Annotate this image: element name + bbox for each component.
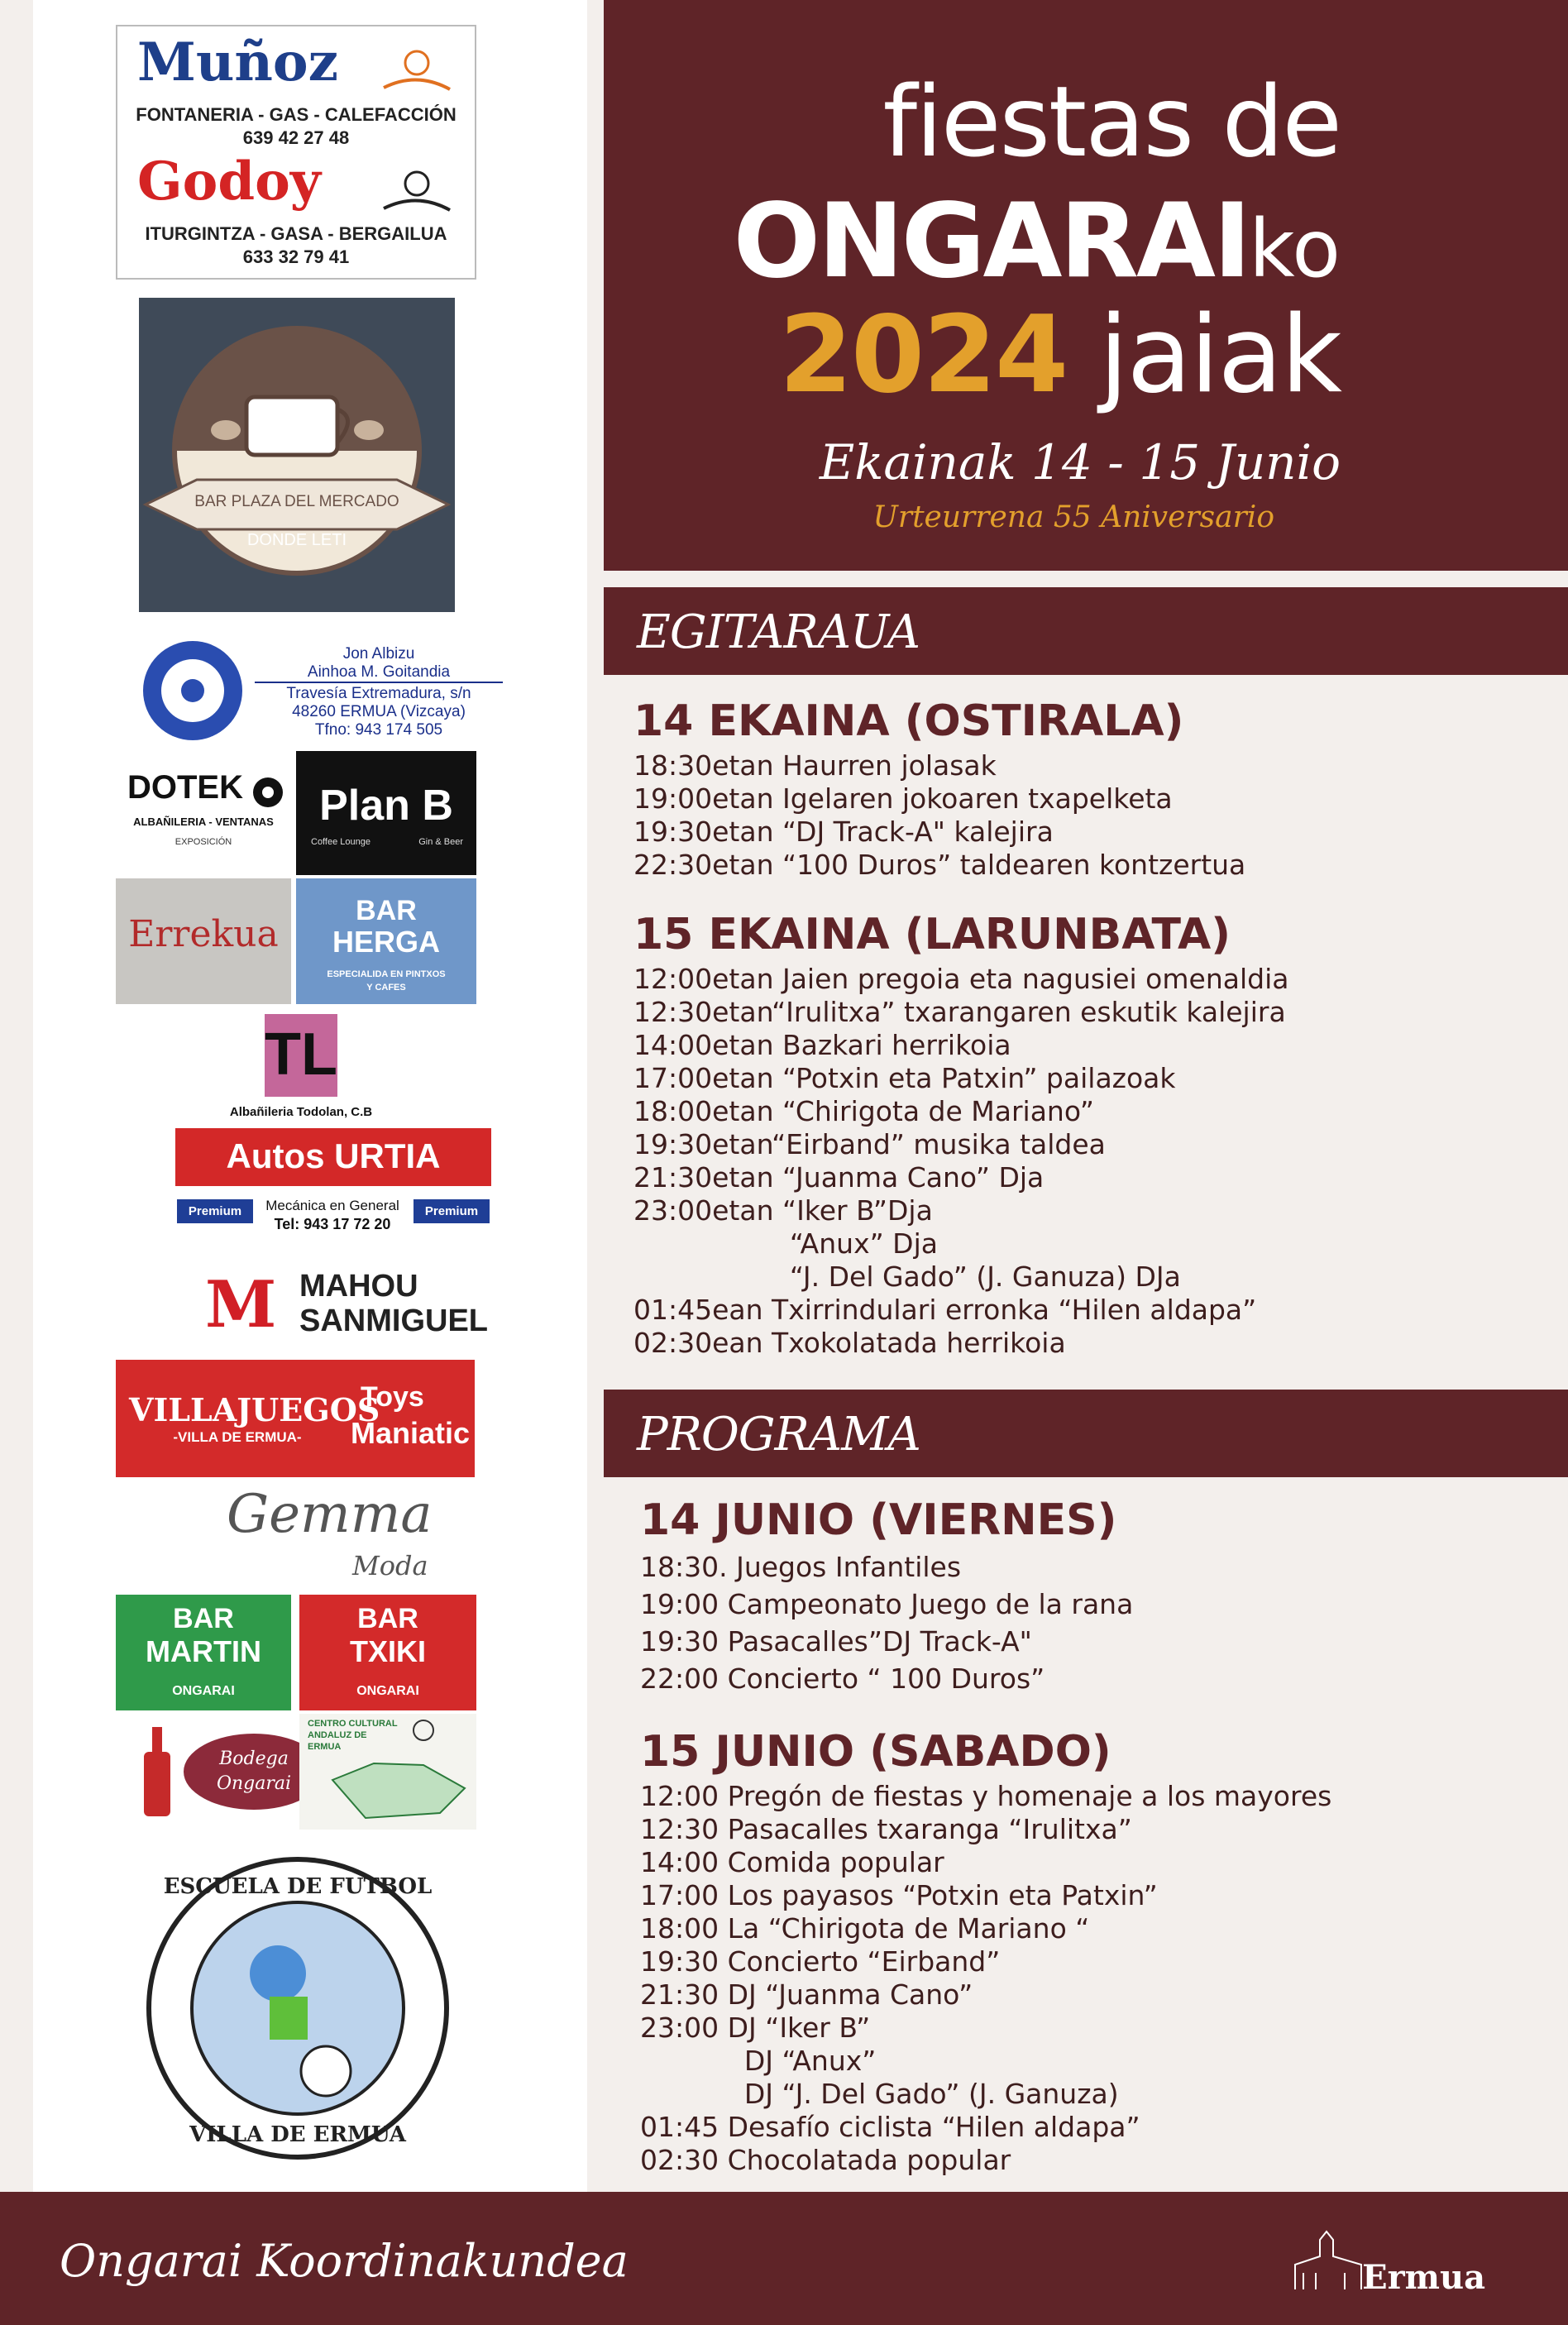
footer: [0, 2192, 1568, 2325]
munoz-phone: 639 42 27 48: [242, 127, 350, 148]
ermua-logo-text: Ermua: [1362, 2258, 1485, 2297]
bodega-oval: Bodega Ongarai: [184, 1734, 324, 1810]
errekua-name: Errekua: [128, 913, 279, 955]
title-line2: [734, 182, 1341, 301]
list-item: 18:00 La “Chirigota de Mariano “: [640, 1912, 1090, 1945]
day-title: 15 EKAINA (LARUNBATA): [633, 910, 1231, 959]
sponsor-gemma: [141, 1481, 455, 1585]
wine-bottle-icon: [141, 1727, 174, 1818]
andalusia-map-icon: [299, 1714, 476, 1830]
list-item: 02:30ean Txokolatada herrikoia: [633, 1327, 1066, 1359]
sponsor-centro-cultural: [299, 1714, 476, 1830]
sponsor-auto-escuadra: [139, 637, 509, 746]
txiki-bar: BAR: [357, 1603, 418, 1634]
toys-line2: Maniatic: [351, 1416, 471, 1450]
list-item: 21:30 DJ “Juanma Cano”: [640, 1978, 973, 2011]
sponsor-munoz-godoy: [116, 25, 476, 280]
centro-line2: ANDALUZ DE: [308, 1730, 367, 1740]
planb-name: Plan B: [319, 782, 453, 830]
txiki-name: TXIKI: [349, 1634, 426, 1668]
sponsor-bar-plaza: [139, 298, 455, 612]
title-line3: [779, 294, 1341, 417]
list-item: 23:00 DJ “Iker B”: [640, 2012, 871, 2044]
auto-escuadra-l4: 48260 ERMUA (Vizcaya): [292, 703, 466, 720]
wheel-icon: [139, 637, 246, 744]
title-line1: fiestas de: [882, 65, 1341, 179]
auto-escuadra-l3: Travesía Extremadura, s/n: [286, 685, 471, 702]
urtia-badge-right: Premium: [414, 1199, 490, 1223]
sponsor-mahou: [165, 1249, 496, 1348]
planb-left: Coffee Lounge: [311, 837, 370, 847]
list-item: “J. Del Gado” (J. Ganuza) DJa: [633, 1261, 1181, 1293]
list-item: 12:00 Pregón de fiestas y homenaje a los mayores: [640, 1780, 1332, 1812]
dotek-name: DOTEK: [127, 769, 243, 806]
title-ko: ko: [1249, 203, 1341, 295]
sponsor-errekua: [116, 878, 291, 1004]
centro-line3: ERMUA: [308, 1742, 342, 1752]
planb-right: Gin & Beer: [418, 837, 463, 847]
sponsor-column: [33, 0, 587, 2192]
escuela-bottom: VILLA DE ERMUA: [189, 2122, 406, 2147]
munoz-name: Muñoz: [137, 31, 338, 93]
list-item: “Anux” Dja: [633, 1227, 938, 1260]
list-item: 14:00etan Bazkari herrikoia: [633, 1029, 1011, 1061]
list-item: DJ “Anux”: [640, 2045, 877, 2077]
gemma-name: Gemma: [227, 1484, 433, 1545]
section-bar-egitaraua: [604, 587, 1568, 675]
list-item: 22:30etan “100 Duros” taldearen kontzertua: [633, 849, 1246, 881]
list-item: 12:30etan“Irulitxa” txarangaren eskutik kalejira: [633, 996, 1286, 1028]
bar-plaza-name: BAR PLAZA DEL MERCADO: [194, 493, 399, 510]
godoy-line: ITURGINTZA - GASA - BERGAILUA: [145, 223, 447, 244]
section-bar-programa: [604, 1390, 1568, 1477]
sponsor-dotek: [116, 751, 291, 875]
todolan-logo: TL: [265, 1014, 337, 1097]
section-title-egitaraua: EGITARAUA: [637, 605, 920, 659]
urtia-phone: Tel: 943 17 72 20: [274, 1216, 391, 1232]
munoz-line: FONTANERIA - GAS - CALEFACCIÓN: [136, 104, 457, 125]
list-item: 01:45ean Txirrindulari erronka “Hilen aldapa”: [633, 1294, 1257, 1326]
urtia-sub: Mecánica en General: [265, 1198, 399, 1213]
sponsor-bar-martin: [116, 1595, 291, 1710]
mahou-line1: MAHOU: [299, 1269, 418, 1304]
sponsor-bar-txiki: [299, 1595, 476, 1710]
list-item: 22:00 Concierto “ 100 Duros”: [640, 1662, 1045, 1695]
day-title: 14 JUNIO (VIERNES): [640, 1495, 1117, 1545]
mahou-line2: SANMIGUEL: [299, 1304, 488, 1338]
plumber-icon: [367, 38, 466, 104]
herga-bar: BAR: [356, 895, 417, 926]
sponsor-autos-urtia: [175, 1128, 491, 1246]
gemma-sub: Moda: [352, 1550, 428, 1581]
list-item: 18:00etan “Chirigota de Mariano”: [633, 1095, 1094, 1127]
martin-name: MARTIN: [146, 1634, 261, 1668]
sponsor-todolan: [157, 1014, 445, 1127]
event-dates: Ekainak 14 - 15 Junio: [819, 434, 1341, 490]
programa-day2: [640, 1727, 1550, 2177]
escuela-top: ESCUELA DE FUTBOL: [163, 1874, 433, 1899]
list-item: 19:30 Pasacalles”DJ Track-A": [640, 1625, 1032, 1658]
martin-sub: ONGARAI: [172, 1684, 235, 1698]
list-item: 18:30. Juegos Infantiles: [640, 1551, 962, 1583]
mahou-logo-icon: M: [205, 1267, 277, 1342]
herga-name: HERGA: [332, 925, 440, 959]
programa-day1: [640, 1495, 1550, 1697]
anniversary: Urteurrena 55 Aniversario: [872, 500, 1274, 534]
auto-escuadra-l1: Jon Albizu: [342, 645, 415, 663]
list-item: 17:00 Los payasos “Potxin eta Patxin”: [640, 1879, 1158, 1911]
urtia-badge-left: Premium: [177, 1199, 253, 1223]
list-item: 12:30 Pasacalles txaranga “Irulitxa”: [640, 1813, 1132, 1845]
sponsor-plan-b: [296, 751, 476, 875]
day-title: 15 JUNIO (SABADO): [640, 1727, 1111, 1777]
list-item: 17:00etan “Potxin eta Patxin” pailazoak: [633, 1062, 1176, 1094]
list-item: 19:00etan Igelaren jokoaren txapelketa: [633, 782, 1173, 815]
list-item: 19:30etan“Eirband” musika taldea: [633, 1128, 1106, 1160]
sponsor-villajuegos: [116, 1360, 475, 1477]
todolan-name: Albañileria Todolan, C.B: [229, 1105, 373, 1119]
herga-sub1: ESPECIALIDA EN PINTXOS: [327, 969, 446, 979]
list-item: 02:30 Chocolatada popular: [640, 2144, 1011, 2176]
list-item: 14:00 Comida popular: [640, 1846, 944, 1878]
urtia-banner: Autos URTIA: [175, 1128, 491, 1186]
auto-escuadra-l2: Ainhoa M. Goitandia: [255, 663, 503, 683]
centro-line1: CENTRO CULTURAL: [308, 1719, 398, 1729]
plumber-icon-2: [367, 159, 466, 225]
list-item: 19:30etan “DJ Track-A" kalejira: [633, 816, 1054, 848]
dotek-sub2: EXPOSICIÓN: [174, 837, 232, 847]
dotek-sub: ALBAÑILERIA - VENTANAS: [133, 816, 274, 828]
villajuegos-sub: -VILLA DE ERMUA-: [173, 1429, 302, 1445]
title-jaiak: jaiak: [1098, 294, 1341, 417]
title-ongarai: ONGARAI: [733, 182, 1250, 301]
list-item: 01:45 Desafío ciclista “Hilen aldapa”: [640, 2111, 1140, 2143]
list-item: 23:00etan “Iker B”Dja: [633, 1194, 933, 1227]
header-banner: [604, 0, 1568, 571]
egitaraua-day2: [633, 910, 1543, 1360]
coffee-cup-icon: [139, 298, 455, 612]
bar-plaza-sub: DONDE LETI: [246, 531, 347, 549]
list-item: DJ “J. Del Gado” (J. Ganuza): [640, 2078, 1119, 2110]
villajuegos-name: VILLAJUEGOS: [129, 1391, 380, 1428]
list-item: 19:30 Concierto “Eirband”: [640, 1945, 1001, 1978]
godoy-name: Godoy: [137, 151, 321, 213]
martin-bar: BAR: [173, 1603, 234, 1634]
list-item: 18:30etan Haurren jolasak: [633, 749, 997, 782]
toys-line1: Toys: [361, 1381, 424, 1413]
sponsor-escuela-futbol: [137, 1849, 458, 2167]
list-item: 19:00 Campeonato Juego de la rana: [640, 1588, 1134, 1620]
sponsor-bar-herga: [296, 878, 476, 1004]
section-title-programa: PROGRAMA: [637, 1408, 920, 1461]
herga-sub2: Y CAFES: [366, 983, 406, 993]
footer-title: Ongarai Koordinakundea: [60, 2235, 629, 2287]
title-year: 2024: [778, 294, 1068, 417]
list-item: 21:30etan “Juanma Cano” Dja: [633, 1161, 1045, 1194]
egitaraua-day1: [633, 696, 1543, 882]
day-title: 14 EKAINA (OSTIRALA): [633, 696, 1184, 746]
auto-escuadra-l5: Tfno: 943 174 505: [314, 721, 443, 739]
txiki-sub: ONGARAI: [356, 1684, 419, 1698]
godoy-phone: 633 32 79 41: [242, 246, 350, 267]
dotek-circle-icon: [251, 776, 284, 809]
list-item: 12:00etan Jaien pregoia eta nagusiei omenaldia: [633, 963, 1289, 995]
